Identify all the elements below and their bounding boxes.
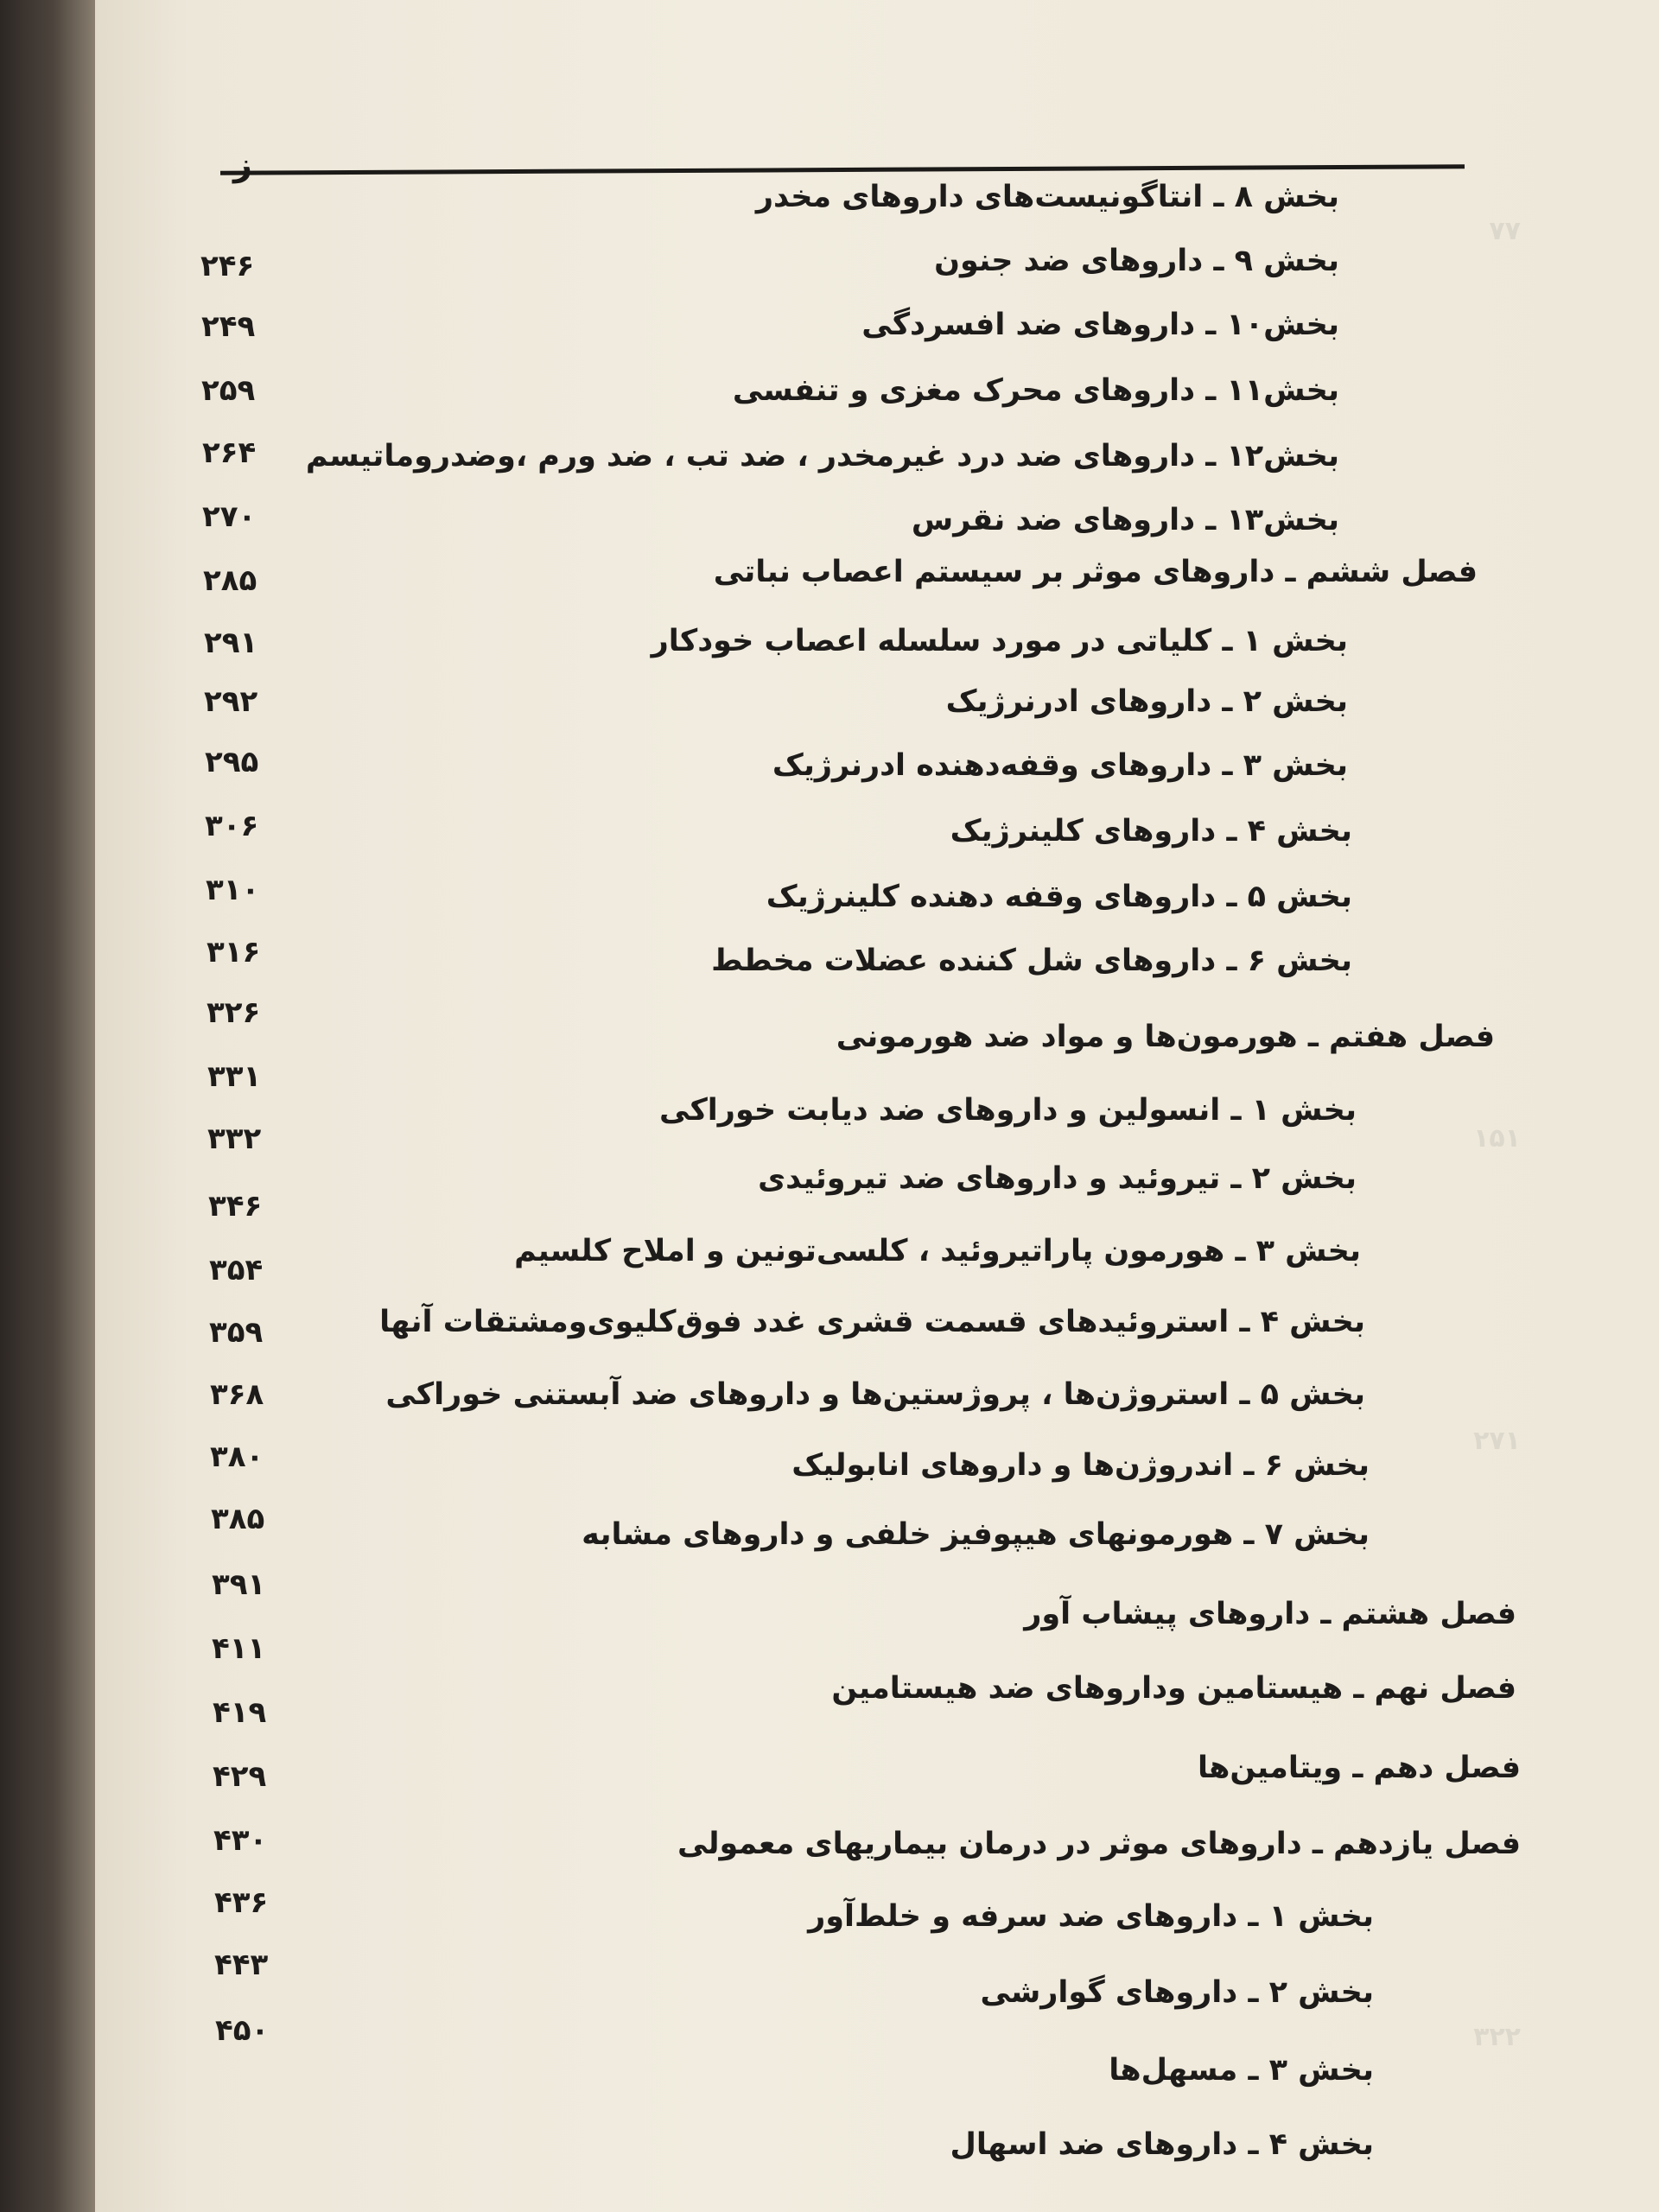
toc-page-number: ۳۴۶ bbox=[208, 1189, 263, 1224]
toc-entry bbox=[0, 801, 1352, 861]
toc-page-number: ۲۸۵ bbox=[203, 563, 257, 598]
toc-page-number: ۳۱۶ bbox=[207, 935, 261, 969]
toc-entry bbox=[0, 671, 1348, 732]
toc-entry-title: فصل نهم ـ هیستامین وداروهای ضد هیستامین bbox=[831, 1671, 1516, 1706]
toc-entry bbox=[0, 167, 1339, 227]
toc-entry-title: بخش ۵ ـ استروژن‌ها ، پروژستین‌ها و داروهای ضد آبستنی خوراکی bbox=[385, 1377, 1365, 1412]
toc-entry bbox=[0, 426, 1339, 486]
toc-entry bbox=[0, 1364, 1365, 1425]
toc-page-number: ۴۳۰ bbox=[213, 1823, 268, 1858]
toc-entry-title: بخش ۸ ـ انتاگونیست‌های داروهای مخدر bbox=[755, 180, 1339, 214]
toc-entry-title: بخش ۲ ـ تیروئید و داروهای ضد تیروئیدی bbox=[758, 1161, 1357, 1196]
toc-entry-title: فصل یازدهم ـ داروهای موثر در درمان بیماریهای معمولی bbox=[677, 1827, 1521, 1861]
toc-page-number: ۴۱۱ bbox=[212, 1631, 266, 1666]
toc-entry bbox=[0, 2114, 1374, 2175]
toc-entry bbox=[0, 735, 1348, 796]
toc-page-number: ۴۱۹ bbox=[213, 1695, 267, 1730]
toc-entry bbox=[0, 542, 1478, 602]
toc-page-number: ۳۸۵ bbox=[211, 1502, 265, 1536]
show-through-text: ۱۵۱ bbox=[1473, 1123, 1521, 1154]
toc-entry-title: فصل دهم ـ ویتامین‌ها bbox=[1197, 1751, 1521, 1785]
toc-page-number: ۳۳۱ bbox=[207, 1059, 262, 1094]
toc-entry-title: بخش ۶ ـ اندروژن‌ها و داروهای انابولیک bbox=[791, 1448, 1370, 1483]
toc-entry bbox=[0, 1435, 1370, 1496]
toc-entry bbox=[0, 295, 1339, 355]
toc-entry bbox=[0, 1962, 1374, 2023]
show-through-text: ۲۷۱ bbox=[1473, 1426, 1521, 1456]
toc-entry bbox=[0, 867, 1352, 927]
toc-entry bbox=[0, 231, 1339, 291]
toc-entry bbox=[0, 1148, 1357, 1209]
toc-entry-title: بخش ۳ ـ داروهای وقفه‌دهنده ادرنرژیک bbox=[772, 748, 1348, 783]
toc-entry-title: فصل هشتم ـ داروهای پیشاب آور bbox=[1024, 1597, 1516, 1631]
toc-page-number: ۳۸۰ bbox=[210, 1440, 264, 1474]
toc-entry bbox=[0, 360, 1339, 421]
toc-entry bbox=[0, 1221, 1361, 1281]
toc-page-number: ۳۳۲ bbox=[207, 1122, 262, 1156]
toc-page-number: ۲۴۶ bbox=[200, 249, 255, 283]
page-header-letter: ز bbox=[233, 145, 252, 183]
toc-page-number: ۴۳۶ bbox=[214, 1885, 269, 1920]
toc-entry-title: بخش ۲ ـ داروهای ادرنرژیک bbox=[945, 684, 1348, 719]
toc-page-number: ۲۴۹ bbox=[201, 309, 256, 344]
toc-page-number: ۳۵۹ bbox=[209, 1315, 264, 1350]
toc-entry bbox=[0, 1007, 1495, 1067]
toc-entry-title: بخش ۹ ـ داروهای ضد جنون bbox=[934, 244, 1339, 278]
toc-page-number: ۳۰۶ bbox=[205, 809, 259, 843]
toc-entry-title: بخش ۴ ـ داروهای ضد اسهال bbox=[950, 2127, 1374, 2162]
toc-entry-title: بخش ۳ ـ مسهل‌ها bbox=[1109, 2053, 1374, 2088]
toc-page-number: ۲۶۴ bbox=[202, 435, 257, 470]
toc-page-number: ۲۷۰ bbox=[202, 499, 257, 534]
toc-page-number: ۳۱۰ bbox=[206, 873, 260, 907]
toc-page-number: ۴۴۳ bbox=[214, 1948, 269, 1982]
toc-page-number: ۲۹۵ bbox=[205, 745, 259, 779]
toc-entry-title: بخش ۱ ـ داروهای ضد سرفه و خلط‌آور bbox=[808, 1899, 1374, 1934]
toc-entry-title: بخش ۱ ـ انسولین و داروهای ضد دیابت خوراکی bbox=[659, 1093, 1357, 1128]
toc-entry-title: بخش ۲ ـ داروهای گوارشی bbox=[980, 1975, 1374, 2010]
toc-entry bbox=[0, 1292, 1365, 1352]
toc-entry-title: بخش۱۱ ـ داروهای محرک مغزی و تنفسی bbox=[732, 373, 1339, 408]
toc-page-number: ۴۲۹ bbox=[213, 1759, 267, 1794]
toc-entry-title: بخش ۶ ـ داروهای شل کننده عضلات مخطط bbox=[711, 944, 1352, 978]
toc-page-number: ۳۲۶ bbox=[207, 995, 261, 1030]
toc-page-number: ۳۵۴ bbox=[209, 1253, 264, 1287]
toc-entry bbox=[0, 931, 1352, 991]
show-through-text: ۳۲۲ bbox=[1473, 2022, 1521, 2052]
toc-entry-title: بخش ۴ ـ داروهای کلینرژیک bbox=[950, 814, 1352, 849]
toc-entry bbox=[0, 2040, 1374, 2101]
toc-entry bbox=[0, 1886, 1374, 1947]
toc-entry-title: بخش ۷ ـ هورمونهای هیپوفیز خلفی و داروهای مشابه bbox=[582, 1517, 1370, 1552]
toc-entry-title: فصل ششم ـ داروهای موثر بر سیستم اعصاب نباتی bbox=[713, 555, 1478, 589]
toc-entry bbox=[0, 611, 1348, 671]
toc-page-number: ۲۹۱ bbox=[204, 626, 258, 660]
toc-page-number: ۲۹۲ bbox=[204, 684, 258, 719]
toc-entry bbox=[0, 1080, 1357, 1141]
toc-entry-title: بخش ۴ ـ استروئیدهای قسمت قشری غدد فوق‌کلیوی‌ومشتقات آنها bbox=[379, 1305, 1365, 1339]
toc-entry-title: بخش ۳ ـ هورمون پاراتیروئید ، کلسی‌تونین و املاح کلسیم bbox=[514, 1234, 1361, 1268]
toc-page-number: ۳۶۸ bbox=[210, 1377, 264, 1412]
toc-page-number: ۴۵۰ bbox=[215, 2013, 270, 2048]
toc-entry-title: بخش۱۰ ـ داروهای ضد افسردگی bbox=[861, 308, 1339, 342]
toc-entry-title: بخش ۱ ـ کلیاتی در مورد سلسله اعصاب خودکار bbox=[651, 624, 1348, 658]
toc-entry-title: فصل هفتم ـ هورمون‌ها و مواد ضد هورمونی bbox=[836, 1020, 1495, 1054]
toc-entry-title: بخش ۵ ـ داروهای وقفه دهنده کلینرژیک bbox=[766, 880, 1352, 914]
toc-page-number: ۲۵۹ bbox=[201, 373, 256, 408]
toc-entry bbox=[0, 1504, 1370, 1565]
show-through-text: ۷۷ bbox=[1489, 216, 1521, 246]
toc-entry-title: بخش۱۲ ـ داروهای ضد درد غیرمخدر ، ضد تب ، ضد ورم ،وضدروماتیسم bbox=[305, 439, 1339, 474]
toc-page-number: ۳۹۱ bbox=[212, 1567, 266, 1602]
toc-entry-title: بخش۱۳ ـ داروهای ضد نقرس bbox=[911, 503, 1339, 537]
